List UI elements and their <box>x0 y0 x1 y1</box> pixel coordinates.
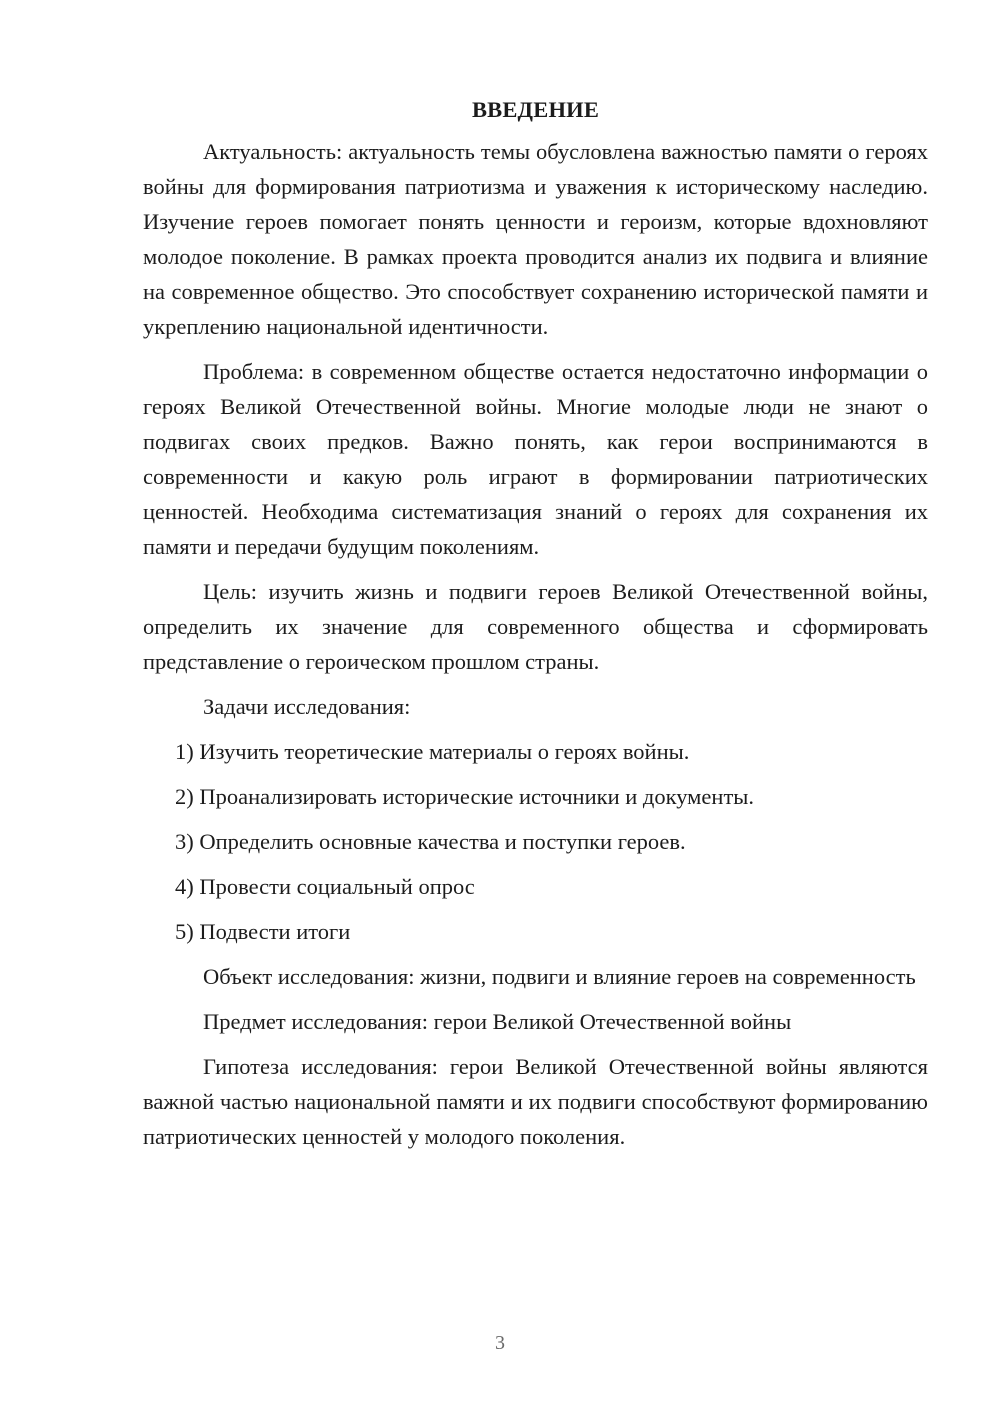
page-number: 3 <box>495 1332 505 1354</box>
section-heading: ВВЕДЕНИЕ <box>471 97 600 122</box>
document-body <box>143 92 928 1164</box>
subject-paragraph: Предмет исследования: герои Великой Отечественной войны <box>203 1009 792 1034</box>
task-item-3: 3) Определить основные качества и поступки героев. <box>175 829 686 854</box>
tasks-title: Задачи исследования: <box>203 694 411 719</box>
hypothesis-paragraph: Гипотеза исследования: герои Великой Отечественной войны являются важной частью национальной памяти и их подвиги способствуют формированию патриотических ценностей у молодого поколения. <box>143 1054 928 1149</box>
task-list <box>143 734 928 949</box>
object-paragraph: Объект исследования: жизни, подвиги и влияние героев на современность <box>203 964 916 989</box>
task-item-1: 1) Изучить теоретические материалы о героях войны. <box>175 739 690 764</box>
task-item-5: 5) Подвести итоги <box>175 919 351 944</box>
goal-paragraph: Цель: изучить жизнь и подвиги героев Великой Отечественной войны, определить их значение для современного общества и сформировать представление о героическом прошлом страны. <box>143 579 928 674</box>
task-item-4: 4) Провести социальный опрос <box>175 874 475 899</box>
task-item-2: 2) Проанализировать исторические источники и документы. <box>175 784 755 809</box>
relevance-paragraph: Актуальность: актуальность темы обусловлена важностью памяти о героях войны для формирования патриотизма и уважения к историческому наследию. Изучение героев помогает понять ценности и героизм, которые вдохновляют молодое поколение. В рамках проекта проводится анализ их подвига и влияние на современное общество. Это способствует сохранению исторической памяти и укреплению национальной идентичности. <box>143 139 928 339</box>
problem-paragraph: Проблема: в современном обществе остается недостаточно информации о героях Великой Отечественной войны. Многие молодые люди не знают о подвигах своих предков. Важно понять, как герои воспринимаются в современности и какую роль играют в формировании патриотических ценностей. Необходима систематизация знаний о героях для сохранения их памяти и передачи будущим поколениям. <box>143 359 928 559</box>
